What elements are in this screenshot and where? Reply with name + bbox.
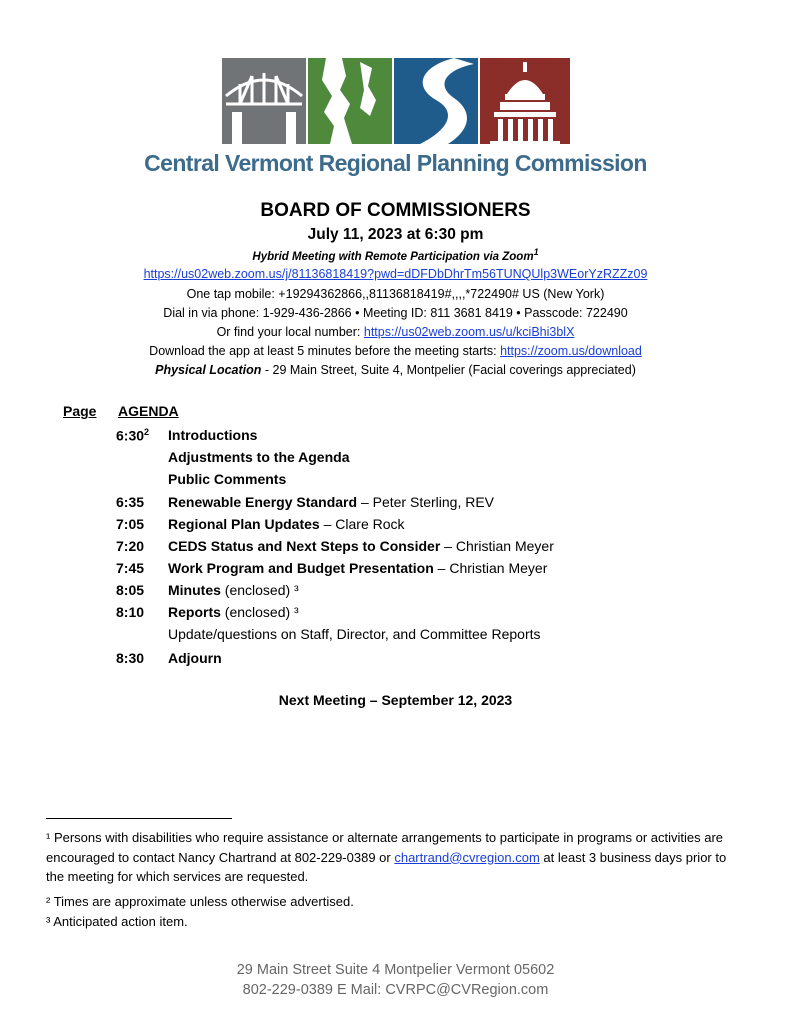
agenda-time: 7:45 [116,560,145,576]
zoom-link[interactable]: https://us02web.zoom.us/j/81136818419?pwd=dDFDbDhrTm56TUNQUlp3WEorYzRZZz09 [143,267,648,281]
agenda-item: Minutes (enclosed) ³ [168,582,299,598]
one-tap-line: One tap mobile: +19294362866,,81136818419#,,,,*722490# US (New York) [186,287,605,301]
agenda-time: 8:10 [116,604,145,620]
footer-contact: 802-229-0389 E Mail: CVRPC@CVRegion.com [242,982,549,998]
footnote-2: ² Times are approximate unless otherwise advertised. [46,894,354,909]
agenda-item: Adjourn [168,650,222,666]
meeting-date: July 11, 2023 at 6:30 pm [307,226,484,243]
agenda-time: $6:30^2$ [116,427,150,444]
hybrid-note: Hybrid Meeting with Remote Participation via Zoom$^1$ [252,247,539,263]
agenda-time: 8:30 [116,650,145,666]
agenda-item: Work Program and Budget Presentation – Christian Meyer [168,560,548,576]
physical-location-line: Physical Location - 29 Main Street, Suite 4, Montpelier (Facial coverings appreciated) [155,363,636,377]
footnote-1: ¹ Persons with disabilities who require assistance or alternate arrangements to participate in programs or activities are encouraged to contact Nancy Chartrand at 802-229-0389 or chartrand@cvregion.com at least 3 business days prior to the meeting for which services are requested. [46,830,727,884]
footer-address: 29 Main Street Suite 4 Montpelier Vermont 05602 [236,962,555,978]
agenda-header: AGENDA [118,403,179,419]
agenda-item: Renewable Energy Standard – Peter Sterling, REV [168,494,495,510]
agenda-item: Public Comments [168,471,287,487]
footnote-3: ³ Anticipated action item. [46,914,188,929]
organization-name: Central Vermont Regional Planning Commission [144,150,647,176]
agenda-time: 8:05 [116,582,145,598]
agenda-item: Reports (enclosed) ³ [168,604,299,620]
agenda-time: 7:05 [116,516,145,532]
agenda-item: Update/questions on Staff, Director, and Committee Reports [168,626,541,642]
next-meeting: Next Meeting – September 12, 2023 [278,692,513,708]
download-line: Download the app at least 5 minutes before the meeting starts: https://zoom.us/download [149,344,642,358]
agenda-item: Introductions [168,427,258,443]
local-number-link[interactable]: https://us02web.zoom.us/u/kciBhi3blX [363,325,575,339]
cvrpc-logo [222,56,570,148]
zoom-link-line [0,267,791,281]
download-link[interactable]: https://zoom.us/download [500,344,642,358]
footnote-divider [46,818,232,819]
page-title: BOARD OF COMMISSIONERS [260,200,531,221]
agenda-item: Regional Plan Updates – Clare Rock [168,516,405,532]
agenda-item: CEDS Status and Next Steps to Consider – Christian Meyer [168,538,554,554]
agenda-item: Adjustments to the Agenda [168,449,350,465]
email-link[interactable]: chartrand@cvregion.com [394,849,540,865]
dial-in-line: Dial in via phone: 1-929-436-2866 • Meeting ID: 811 3681 8419 • Passcode: 722490 [163,306,628,320]
agenda-time: 6:35 [116,494,145,510]
page-column-header: Page [63,403,97,419]
agenda-time: 7:20 [116,538,145,554]
local-number-line: Or find your local number: https://us02web.zoom.us/u/kciBhi3blX [216,325,575,339]
